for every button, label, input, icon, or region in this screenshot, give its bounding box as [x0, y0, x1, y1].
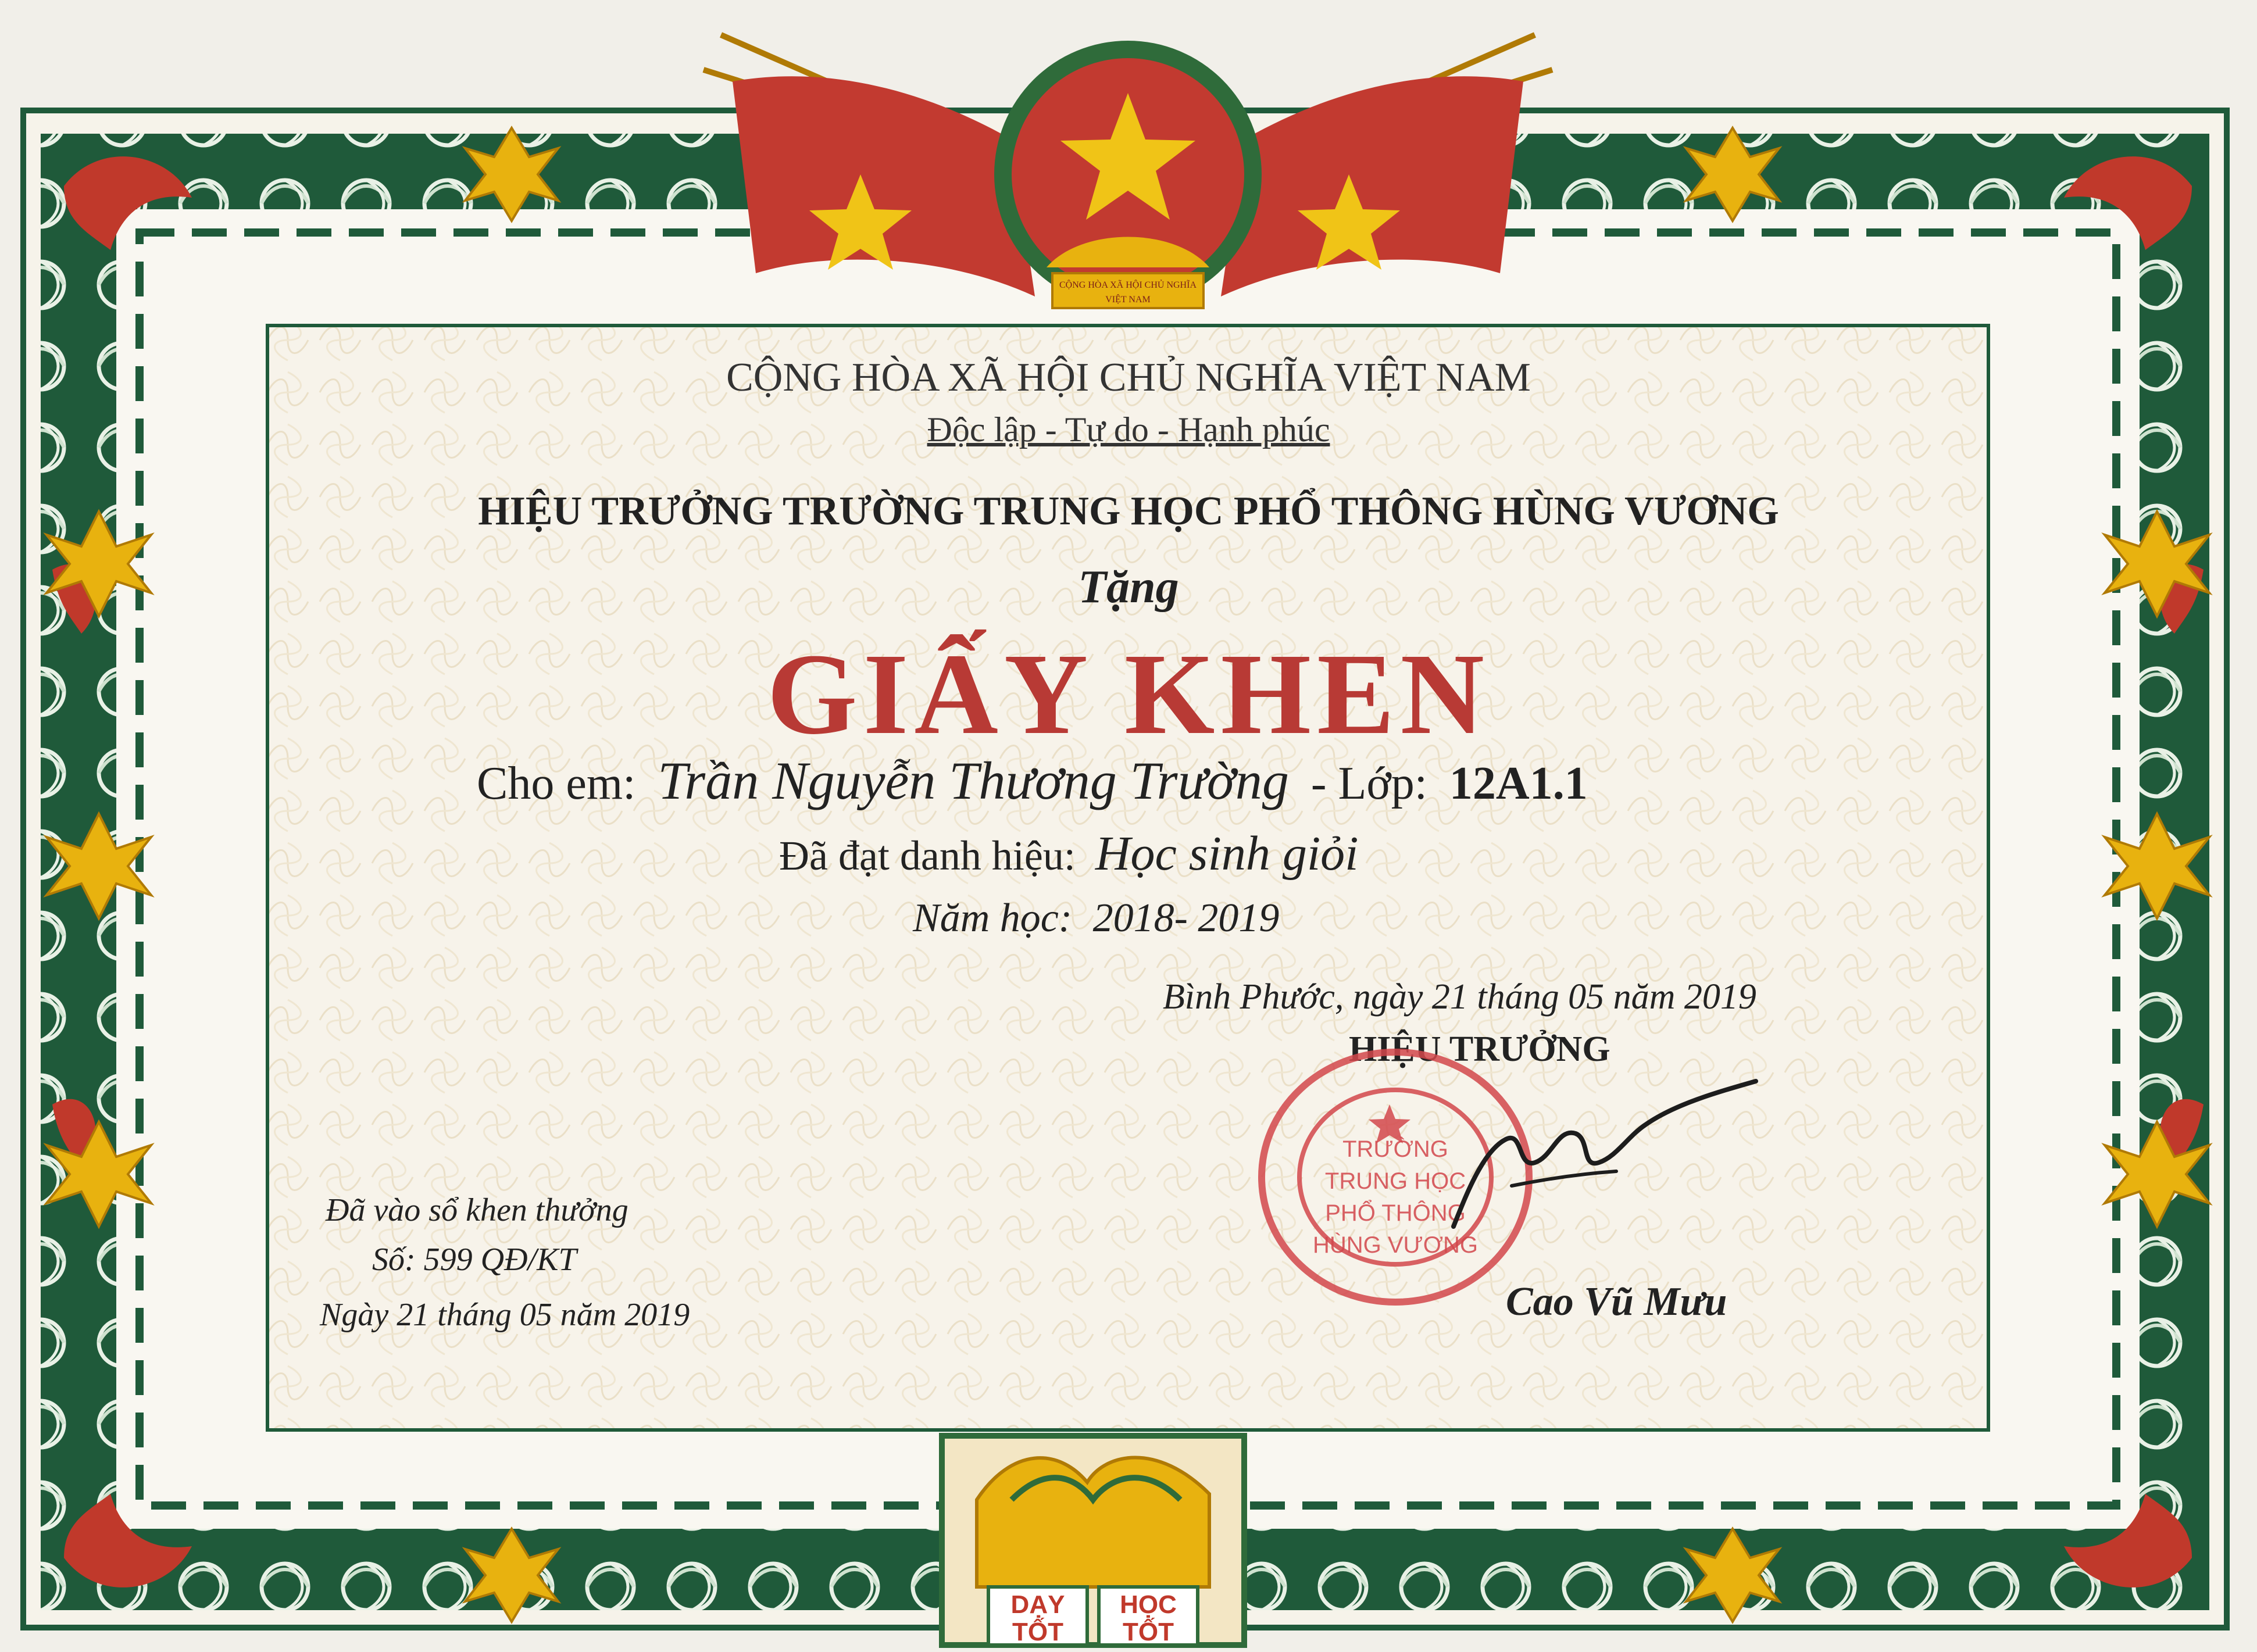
national-emblem-icon — [686, 0, 1570, 337]
svg-text:HỌC: HỌC — [1120, 1590, 1177, 1619]
svg-text:CỘNG HÒA XÃ HỘI CHỦ NGHĨA: CỘNG HÒA XÃ HỘI CHỦ NGHĨA — [1059, 280, 1197, 290]
signer-name: Cao Vũ Mưu — [1506, 1279, 1727, 1324]
country-name: CỘNG HÒA XÃ HỘI CHỦ NGHĨA VIỆT NAM — [726, 355, 1531, 400]
class-label: - Lớp: — [1310, 758, 1427, 809]
issuer-title: HIỆU TRƯỞNG TRƯỜNG TRUNG HỌC PHỔ THÔNG HÙNG VƯƠNG — [478, 489, 1779, 534]
svg-text:PHỔ THÔNG: PHỔ THÔNG — [1325, 1200, 1466, 1226]
registry-number: Số: 599 QĐ/KT — [372, 1242, 577, 1278]
school-year-line — [913, 895, 1279, 942]
svg-text:HÙNG VƯƠNG: HÙNG VƯƠNG — [1312, 1232, 1479, 1258]
signature-icon — [1442, 1070, 1767, 1244]
certificate-title: GIẤY KHEN — [767, 630, 1490, 759]
presents-label: Tặng — [1078, 562, 1179, 613]
signer-role: HIỆU TRƯỞNG — [1349, 1029, 1610, 1069]
registry-date: Ngày 21 tháng 05 năm 2019 — [320, 1297, 690, 1333]
recipient-name: Trần Nguyễn Thương Trường — [658, 751, 1289, 810]
class-value: 12A1.1 — [1449, 758, 1588, 809]
achievement-value: Học sinh giỏi — [1095, 827, 1359, 881]
svg-text:TRUNG HỌC: TRUNG HỌC — [1324, 1168, 1466, 1194]
svg-text:TỐT: TỐT — [1123, 1618, 1174, 1646]
registry-note: Đã vào sổ khen thưởng — [326, 1192, 628, 1228]
svg-text:DẠY: DẠY — [1010, 1590, 1065, 1619]
year-value: 2018- 2019 — [1092, 896, 1280, 941]
school-motto-logo-icon — [907, 1413, 1279, 1652]
achievement-line — [779, 825, 1359, 882]
national-motto: Độc lập - Tự do - Hạnh phúc — [927, 410, 1330, 449]
recipient-label: Cho em: — [477, 758, 636, 809]
svg-text:TRƯỜNG: TRƯỜNG — [1342, 1136, 1448, 1162]
svg-text:TỐT: TỐT — [1012, 1618, 1063, 1646]
place-date: Bình Phước, ngày 21 tháng 05 năm 2019 — [1163, 977, 1756, 1017]
svg-text:VIỆT NAM: VIỆT NAM — [1105, 295, 1151, 305]
recipient-line — [477, 750, 1588, 811]
year-label: Năm học: — [913, 896, 1073, 941]
achievement-label: Đã đạt danh hiệu: — [779, 832, 1076, 879]
